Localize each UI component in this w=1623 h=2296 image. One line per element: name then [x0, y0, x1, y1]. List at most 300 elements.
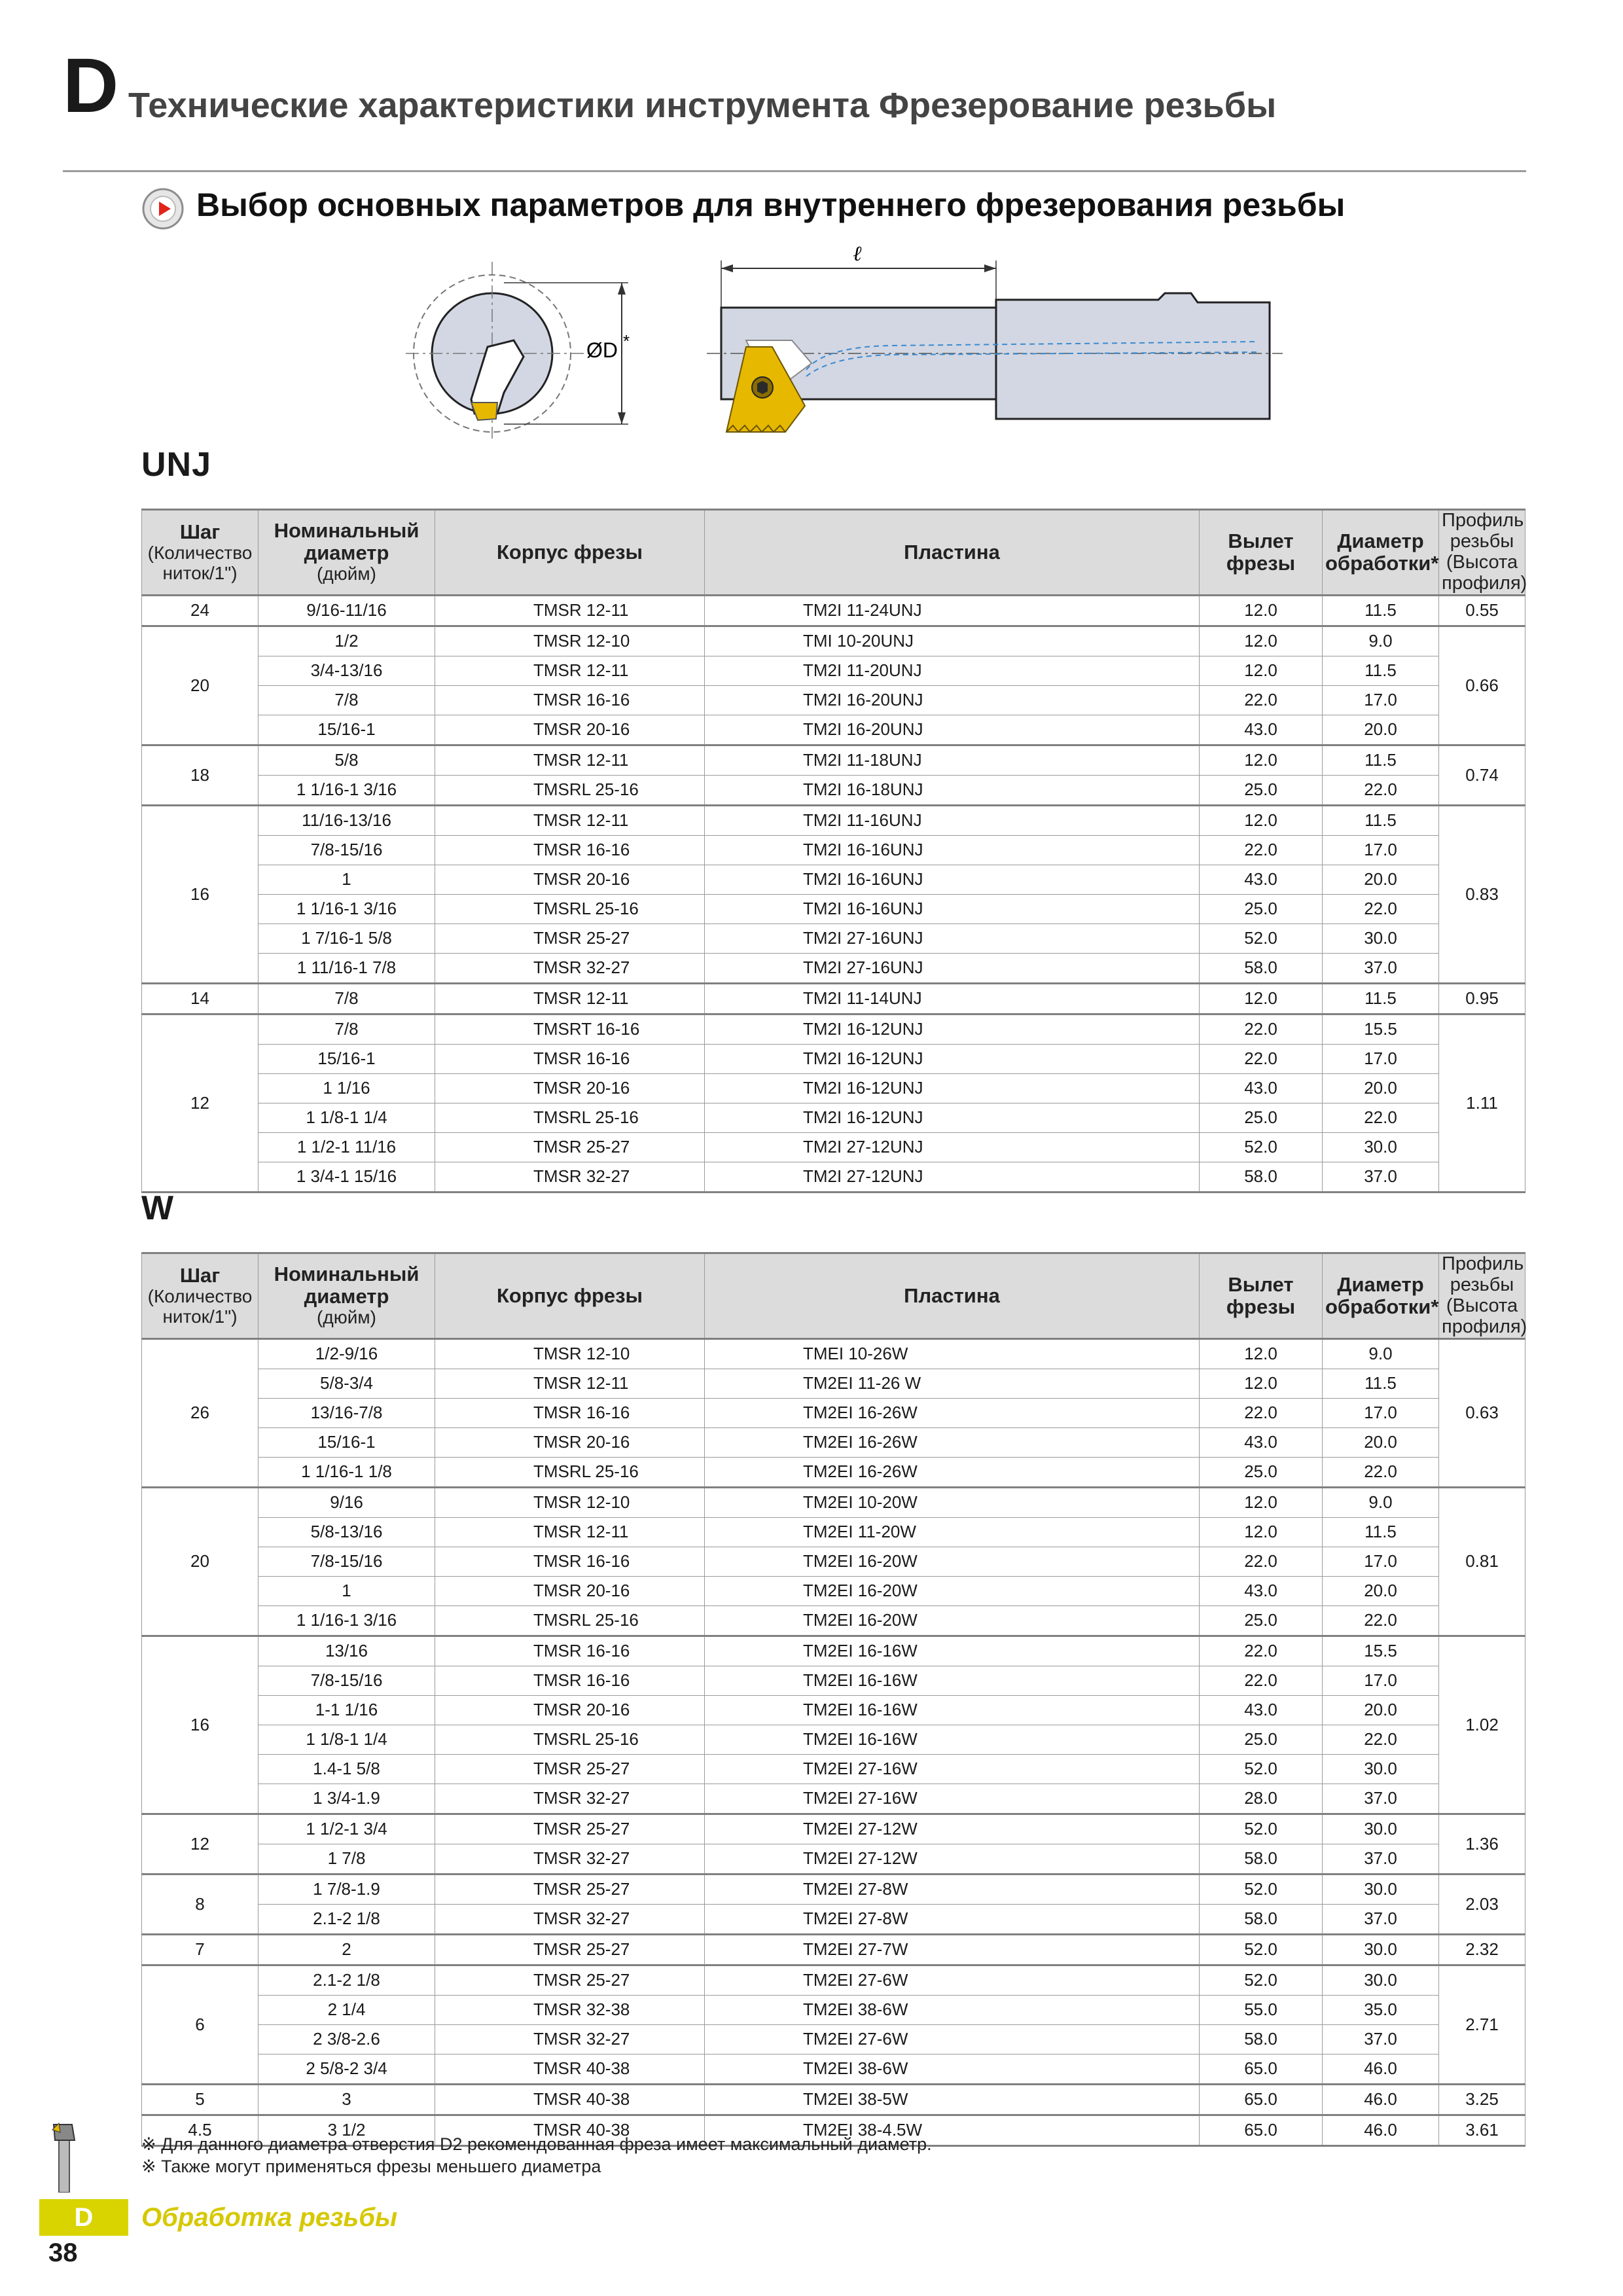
cell-profile: 0.66 [1439, 626, 1525, 745]
table-label-w: W [141, 1189, 175, 1227]
table-row [142, 1636, 1525, 1666]
cell-profile: 1.02 [1439, 1636, 1525, 1814]
cell-body: TMSR 32-38 [435, 1995, 705, 2024]
cell-nominal: 3 1/2 [259, 2115, 435, 2145]
cell-overhang: 65.0 [1200, 2115, 1323, 2145]
cell-insert: TM2EI 27-6W [705, 1965, 1200, 1995]
table-row [142, 953, 1525, 983]
cell-machining-diameter: 46.0 [1323, 2084, 1439, 2115]
cell-machining-diameter: 37.0 [1323, 1162, 1439, 1192]
header-overhang: Вылет фрезы [1200, 510, 1323, 596]
cell-insert: TM2I 16-16UNJ [705, 894, 1200, 924]
table-row [142, 1995, 1525, 2024]
cell-machining-diameter: 17.0 [1323, 1547, 1439, 1576]
cell-machining-diameter: 22.0 [1323, 1605, 1439, 1636]
cell-machining-diameter: 30.0 [1323, 1874, 1439, 1904]
table-row [142, 1132, 1525, 1162]
cell-profile: 2.71 [1439, 1965, 1525, 2084]
cell-overhang: 22.0 [1200, 1014, 1323, 1044]
cell-body: TMSR 32-27 [435, 1162, 705, 1192]
table-row [142, 1457, 1525, 1487]
cell-overhang: 22.0 [1200, 1636, 1323, 1666]
cell-overhang: 58.0 [1200, 1162, 1323, 1192]
cell-nominal: 2 [259, 1934, 435, 1965]
table-row [142, 894, 1525, 924]
cell-nominal: 1 1/16-1 3/16 [259, 1605, 435, 1636]
cell-body: TMSR 12-11 [435, 656, 705, 685]
cell-profile: 0.63 [1439, 1338, 1525, 1487]
cell-body: TMSR 40-38 [435, 2054, 705, 2084]
table-row [142, 685, 1525, 715]
cell-body: TMSR 32-27 [435, 953, 705, 983]
cell-nominal: 1.4-1 5/8 [259, 1754, 435, 1784]
cell-profile: 0.95 [1439, 983, 1525, 1014]
cell-body: TMSR 32-27 [435, 1784, 705, 1814]
cell-machining-diameter: 20.0 [1323, 865, 1439, 894]
cell-nominal: 3/4-13/16 [259, 656, 435, 685]
cell-profile: 0.55 [1439, 595, 1525, 626]
cell-machining-diameter: 37.0 [1323, 1904, 1439, 1934]
cell-overhang: 43.0 [1200, 1576, 1323, 1605]
table-row [142, 1398, 1525, 1427]
cell-insert: TM2EI 16-20W [705, 1605, 1200, 1636]
cell-overhang: 52.0 [1200, 1754, 1323, 1784]
cell-insert: TM2I 16-16UNJ [705, 835, 1200, 865]
cell-body: TMSR 40-38 [435, 2084, 705, 2115]
table-row [142, 1784, 1525, 1814]
cell-pitch: 4.5 [142, 2115, 259, 2145]
cell-machining-diameter: 11.5 [1323, 595, 1439, 626]
cell-body: TMSRL 25-16 [435, 1103, 705, 1132]
cell-pitch: 20 [142, 1487, 259, 1636]
table-row [142, 595, 1525, 626]
cell-nominal: 13/16 [259, 1636, 435, 1666]
cell-body: TMSR 16-16 [435, 1044, 705, 1073]
cell-nominal: 1 1/16-1 3/16 [259, 894, 435, 924]
length-label: ℓ [853, 242, 862, 265]
cell-insert: TM2I 16-18UNJ [705, 775, 1200, 805]
cell-insert: TM2EI 16-16W [705, 1666, 1200, 1695]
cell-overhang: 25.0 [1200, 1725, 1323, 1754]
table-row [142, 626, 1525, 656]
cell-pitch: 6 [142, 1965, 259, 2084]
cell-nominal: 1/2 [259, 626, 435, 656]
cell-nominal: 1/2-9/16 [259, 1338, 435, 1369]
cell-nominal: 7/8-15/16 [259, 835, 435, 865]
cell-body: TMSR 20-16 [435, 715, 705, 745]
table-row [142, 1666, 1525, 1695]
header-pitch: Шаг (Количество ниток/1") [142, 510, 259, 596]
cell-insert: TM2EI 27-16W [705, 1784, 1200, 1814]
cell-insert: TM2EI 16-26W [705, 1398, 1200, 1427]
table-row [142, 715, 1525, 745]
cell-body: TMSR 25-27 [435, 1814, 705, 1844]
table-row [142, 1965, 1525, 1995]
diameter-label: ØD [586, 338, 618, 362]
cell-insert: TM2I 27-16UNJ [705, 953, 1200, 983]
table-body [142, 595, 1525, 1192]
cell-overhang: 52.0 [1200, 1965, 1323, 1995]
cell-pitch: 16 [142, 1636, 259, 1814]
table-row [142, 1695, 1525, 1725]
cell-pitch: 26 [142, 1338, 259, 1487]
cell-body: TMSR 25-27 [435, 924, 705, 953]
header-body: Корпус фрезы [435, 510, 705, 596]
header-profile: Профиль резьбы (Высота профиля) [1439, 1253, 1525, 1339]
cell-machining-diameter: 30.0 [1323, 1814, 1439, 1844]
cell-insert: TM2EI 27-16W [705, 1754, 1200, 1784]
cell-insert: TM2I 16-12UNJ [705, 1103, 1200, 1132]
cell-body: TMSR 12-11 [435, 1369, 705, 1398]
cell-overhang: 22.0 [1200, 1398, 1323, 1427]
table-row [142, 656, 1525, 685]
cell-overhang: 12.0 [1200, 1487, 1323, 1517]
cell-pitch: 7 [142, 1934, 259, 1965]
table-row [142, 1338, 1525, 1369]
header-body: Корпус фрезы [435, 1253, 705, 1339]
cell-overhang: 52.0 [1200, 1874, 1323, 1904]
cell-overhang: 25.0 [1200, 1103, 1323, 1132]
cell-body: TMSR 12-11 [435, 745, 705, 775]
cell-machining-diameter: 17.0 [1323, 1398, 1439, 1427]
cell-body: TMSR 25-27 [435, 1754, 705, 1784]
header-machining-diameter: Диаметр обработки* [1323, 510, 1439, 596]
cell-nominal: 1 1/8-1 1/4 [259, 1725, 435, 1754]
cell-nominal: 7/8-15/16 [259, 1666, 435, 1695]
cell-machining-diameter: 20.0 [1323, 1576, 1439, 1605]
cell-insert: TM2EI 38-5W [705, 2084, 1200, 2115]
cell-overhang: 58.0 [1200, 953, 1323, 983]
cell-body: TMSR 16-16 [435, 1398, 705, 1427]
cell-overhang: 12.0 [1200, 626, 1323, 656]
table-row [142, 1814, 1525, 1844]
cell-overhang: 12.0 [1200, 983, 1323, 1014]
cell-insert: TM2EI 27-6W [705, 2024, 1200, 2054]
cell-machining-diameter: 11.5 [1323, 983, 1439, 1014]
cell-insert: TM2EI 38-6W [705, 2054, 1200, 2084]
cell-profile: 3.25 [1439, 2084, 1525, 2115]
cell-overhang: 12.0 [1200, 1338, 1323, 1369]
cell-machining-diameter: 30.0 [1323, 1132, 1439, 1162]
cell-machining-diameter: 9.0 [1323, 626, 1439, 656]
cell-overhang: 25.0 [1200, 1457, 1323, 1487]
cell-nominal: 1 1/2-1 11/16 [259, 1132, 435, 1162]
cell-profile: 0.74 [1439, 745, 1525, 805]
cell-machining-diameter: 30.0 [1323, 1754, 1439, 1784]
cell-insert: TM2EI 16-16W [705, 1636, 1200, 1666]
cell-body: TMSR 25-27 [435, 1934, 705, 1965]
cell-insert: TM2EI 27-7W [705, 1934, 1200, 1965]
table-row [142, 983, 1525, 1014]
cell-overhang: 52.0 [1200, 924, 1323, 953]
cell-nominal: 1 1/16 [259, 1073, 435, 1103]
cell-body: TMSR 20-16 [435, 865, 705, 894]
cell-overhang: 52.0 [1200, 1814, 1323, 1844]
cell-insert: TM2I 11-18UNJ [705, 745, 1200, 775]
cell-machining-diameter: 17.0 [1323, 1044, 1439, 1073]
cell-overhang: 12.0 [1200, 745, 1323, 775]
cell-nominal: 1 7/8-1.9 [259, 1874, 435, 1904]
cell-body: TMSR 32-27 [435, 1904, 705, 1934]
footnote: ※ Для данного диаметра отверстия D2 рекомендованная фреза имеет максимальный диаметр. [141, 2134, 932, 2154]
cell-overhang: 12.0 [1200, 595, 1323, 626]
cell-body: TMSR 25-27 [435, 1874, 705, 1904]
table-row [142, 1934, 1525, 1965]
cell-overhang: 12.0 [1200, 1517, 1323, 1547]
cell-body: TMSR 16-16 [435, 1547, 705, 1576]
cell-body: TMSRL 25-16 [435, 1457, 705, 1487]
chapter-tab-letter: D [74, 2203, 94, 2232]
table-row [142, 924, 1525, 953]
chapter-letter: D [63, 43, 119, 129]
cell-overhang: 25.0 [1200, 775, 1323, 805]
cell-nominal: 5/8-3/4 [259, 1369, 435, 1398]
cell-machining-diameter: 9.0 [1323, 1487, 1439, 1517]
cell-body: TMSRT 16-16 [435, 1014, 705, 1044]
cell-nominal: 1 3/4-1.9 [259, 1784, 435, 1814]
cell-insert: TM2EI 27-8W [705, 1904, 1200, 1934]
cell-overhang: 43.0 [1200, 865, 1323, 894]
cell-nominal: 15/16-1 [259, 1044, 435, 1073]
cell-body: TMSR 40-38 [435, 2115, 705, 2145]
table-row [142, 2024, 1525, 2054]
boring-bar-icon [48, 2121, 81, 2193]
cell-nominal: 1 [259, 865, 435, 894]
cell-pitch: 12 [142, 1814, 259, 1874]
cell-machining-diameter: 22.0 [1323, 1457, 1439, 1487]
footnote: ※ Также могут применяться фрезы меньшего диаметра [141, 2156, 601, 2176]
cell-insert: TM2I 16-12UNJ [705, 1014, 1200, 1044]
table-row [142, 1754, 1525, 1784]
cell-overhang: 58.0 [1200, 1844, 1323, 1874]
cell-overhang: 43.0 [1200, 1073, 1323, 1103]
spec-table-unj [141, 509, 1525, 1193]
cell-nominal: 5/8-13/16 [259, 1517, 435, 1547]
header-insert: Пластина [705, 510, 1200, 596]
cell-machining-diameter: 35.0 [1323, 1995, 1439, 2024]
cell-nominal: 1-1 1/16 [259, 1695, 435, 1725]
cell-overhang: 58.0 [1200, 2024, 1323, 2054]
cell-body: TMSR 16-16 [435, 1666, 705, 1695]
cell-overhang: 43.0 [1200, 1695, 1323, 1725]
cell-insert: TM2I 27-16UNJ [705, 924, 1200, 953]
cell-overhang: 12.0 [1200, 805, 1323, 835]
cell-nominal: 15/16-1 [259, 1427, 435, 1457]
cell-nominal: 11/16-13/16 [259, 805, 435, 835]
cell-overhang: 28.0 [1200, 1784, 1323, 1814]
cell-machining-diameter: 15.5 [1323, 1014, 1439, 1044]
cell-body: TMSRL 25-16 [435, 775, 705, 805]
chapter-caption: Обработка резьбы [141, 2203, 398, 2232]
cell-nominal: 5/8 [259, 745, 435, 775]
cell-body: TMSR 16-16 [435, 835, 705, 865]
cell-insert: TM2EI 38-6W [705, 1995, 1200, 2024]
cell-body: TMSR 12-11 [435, 1517, 705, 1547]
cell-nominal: 3 [259, 2084, 435, 2115]
cell-nominal: 15/16-1 [259, 715, 435, 745]
cell-overhang: 22.0 [1200, 835, 1323, 865]
cell-body: TMSR 25-27 [435, 1965, 705, 1995]
cell-insert: TM2I 16-12UNJ [705, 1073, 1200, 1103]
cell-nominal: 7/8 [259, 685, 435, 715]
cell-body: TMSRL 25-16 [435, 1605, 705, 1636]
cell-overhang: 12.0 [1200, 656, 1323, 685]
cell-insert: TM2EI 16-20W [705, 1576, 1200, 1605]
cell-pitch: 18 [142, 745, 259, 805]
cutter-side-view [707, 260, 1283, 432]
cell-overhang: 22.0 [1200, 1547, 1323, 1576]
cell-nominal: 1 1/8-1 1/4 [259, 1103, 435, 1132]
cell-insert: TM2EI 16-20W [705, 1547, 1200, 1576]
cell-insert: TM2EI 27-12W [705, 1844, 1200, 1874]
cell-body: TMSR 20-16 [435, 1576, 705, 1605]
cell-nominal: 9/16-11/16 [259, 595, 435, 626]
page-number: 38 [48, 2238, 78, 2267]
table-row [142, 1547, 1525, 1576]
cell-profile: 0.81 [1439, 1487, 1525, 1636]
cell-body: TMSR 12-10 [435, 1338, 705, 1369]
cell-pitch: 12 [142, 1014, 259, 1192]
header-pitch: Шаг (Количество ниток/1") [142, 1253, 259, 1339]
cell-nominal: 1 3/4-1 15/16 [259, 1162, 435, 1192]
cell-nominal: 1 11/16-1 7/8 [259, 953, 435, 983]
cell-machining-diameter: 30.0 [1323, 924, 1439, 953]
cell-nominal: 2.1-2 1/8 [259, 1904, 435, 1934]
cell-machining-diameter: 20.0 [1323, 1427, 1439, 1457]
cell-machining-diameter: 37.0 [1323, 1844, 1439, 1874]
table-row [142, 1044, 1525, 1073]
cell-nominal: 1 1/16-1 3/16 [259, 775, 435, 805]
cell-insert: TM2I 11-24UNJ [705, 595, 1200, 626]
cell-insert: TM2EI 10-20W [705, 1487, 1200, 1517]
cell-overhang: 25.0 [1200, 894, 1323, 924]
header-insert: Пластина [705, 1253, 1200, 1339]
cell-overhang: 25.0 [1200, 1605, 1323, 1636]
table-row [142, 2054, 1525, 2084]
cell-insert: TM2I 27-12UNJ [705, 1162, 1200, 1192]
cell-body: TMSRL 25-16 [435, 1725, 705, 1754]
cell-overhang: 43.0 [1200, 715, 1323, 745]
header-nominal: Номинальный диаметр (дюйм) [259, 1253, 435, 1339]
cell-pitch: 5 [142, 2084, 259, 2115]
table-row [142, 1874, 1525, 1904]
diameter-asterisk: * [623, 331, 630, 351]
cell-machining-diameter: 30.0 [1323, 1965, 1439, 1995]
cell-body: TMSR 32-27 [435, 1844, 705, 1874]
cell-overhang: 52.0 [1200, 1132, 1323, 1162]
cell-insert: TM2EI 16-26W [705, 1427, 1200, 1457]
heading-divider [63, 170, 1526, 172]
cell-profile: 0.83 [1439, 805, 1525, 983]
cell-profile: 1.36 [1439, 1814, 1525, 1874]
cell-machining-diameter: 22.0 [1323, 1725, 1439, 1754]
cell-machining-diameter: 20.0 [1323, 1695, 1439, 1725]
cell-insert: TM2EI 16-16W [705, 1725, 1200, 1754]
table-row [142, 1517, 1525, 1547]
spec-table-w [141, 1252, 1525, 2147]
cell-overhang: 22.0 [1200, 1044, 1323, 1073]
cell-body: TMSR 12-11 [435, 805, 705, 835]
cell-machining-diameter: 37.0 [1323, 1784, 1439, 1814]
cell-body: TMSR 12-11 [435, 595, 705, 626]
cell-insert: TM2EI 16-26W [705, 1457, 1200, 1487]
cell-machining-diameter: 20.0 [1323, 715, 1439, 745]
cell-body: TMSR 20-16 [435, 1695, 705, 1725]
cell-nominal: 1 [259, 1576, 435, 1605]
cell-nominal: 1 1/16-1 1/8 [259, 1457, 435, 1487]
cell-pitch: 16 [142, 805, 259, 983]
cell-insert: TM2I 11-16UNJ [705, 805, 1200, 835]
cell-profile: 1.11 [1439, 1014, 1525, 1192]
table-row [142, 1103, 1525, 1132]
cell-machining-diameter: 11.5 [1323, 805, 1439, 835]
cell-overhang: 12.0 [1200, 1369, 1323, 1398]
cell-insert: TM2EI 27-8W [705, 1874, 1200, 1904]
cell-machining-diameter: 46.0 [1323, 2115, 1439, 2145]
cell-overhang: 65.0 [1200, 2054, 1323, 2084]
cell-insert: TM2I 16-12UNJ [705, 1044, 1200, 1073]
cell-machining-diameter: 11.5 [1323, 656, 1439, 685]
cell-insert: TM2EI 16-16W [705, 1695, 1200, 1725]
cell-pitch: 24 [142, 595, 259, 626]
cell-machining-diameter: 22.0 [1323, 894, 1439, 924]
cell-insert: TM2I 16-20UNJ [705, 715, 1200, 745]
tool-diagram [406, 242, 1309, 452]
cell-machining-diameter: 22.0 [1323, 775, 1439, 805]
table-row [142, 1576, 1525, 1605]
cell-overhang: 43.0 [1200, 1427, 1323, 1457]
cell-machining-diameter: 15.5 [1323, 1636, 1439, 1666]
cell-machining-diameter: 20.0 [1323, 1073, 1439, 1103]
cell-insert: TM2I 27-12UNJ [705, 1132, 1200, 1162]
cell-nominal: 2 3/8-2.6 [259, 2024, 435, 2054]
cell-insert: TM2EI 11-20W [705, 1517, 1200, 1547]
table-row [142, 1014, 1525, 1044]
cell-machining-diameter: 17.0 [1323, 1666, 1439, 1695]
cell-machining-diameter: 22.0 [1323, 1103, 1439, 1132]
cell-nominal: 9/16 [259, 1487, 435, 1517]
table-row [142, 1073, 1525, 1103]
cell-insert: TM2EI 11-26 W [705, 1369, 1200, 1398]
page-title: Технические характеристики инструмента Фрезерование резьбы [128, 86, 1277, 125]
cell-insert: TMEI 10-26W [705, 1338, 1200, 1369]
cell-nominal: 2 1/4 [259, 1995, 435, 2024]
cell-machining-diameter: 37.0 [1323, 953, 1439, 983]
cell-machining-diameter: 11.5 [1323, 1369, 1439, 1398]
table-row [142, 865, 1525, 894]
cell-body: TMSR 12-10 [435, 626, 705, 656]
cell-overhang: 58.0 [1200, 1904, 1323, 1934]
cell-body: TMSR 12-11 [435, 983, 705, 1014]
cell-overhang: 52.0 [1200, 1934, 1323, 1965]
cell-pitch: 14 [142, 983, 259, 1014]
cell-nominal: 7/8 [259, 983, 435, 1014]
table-body [142, 1338, 1525, 2145]
table-row [142, 835, 1525, 865]
header-overhang: Вылет фрезы [1200, 1253, 1323, 1339]
table-row [142, 1844, 1525, 1874]
cell-nominal: 13/16-7/8 [259, 1398, 435, 1427]
table-row [142, 1427, 1525, 1457]
cell-machining-diameter: 9.0 [1323, 1338, 1439, 1369]
table-row [142, 775, 1525, 805]
table-row [142, 1605, 1525, 1636]
cell-body: TMSR 16-16 [435, 1636, 705, 1666]
cell-body: TMSR 20-16 [435, 1427, 705, 1457]
table-row [142, 2084, 1525, 2115]
cell-body: TMSR 25-27 [435, 1132, 705, 1162]
cell-nominal: 7/8 [259, 1014, 435, 1044]
